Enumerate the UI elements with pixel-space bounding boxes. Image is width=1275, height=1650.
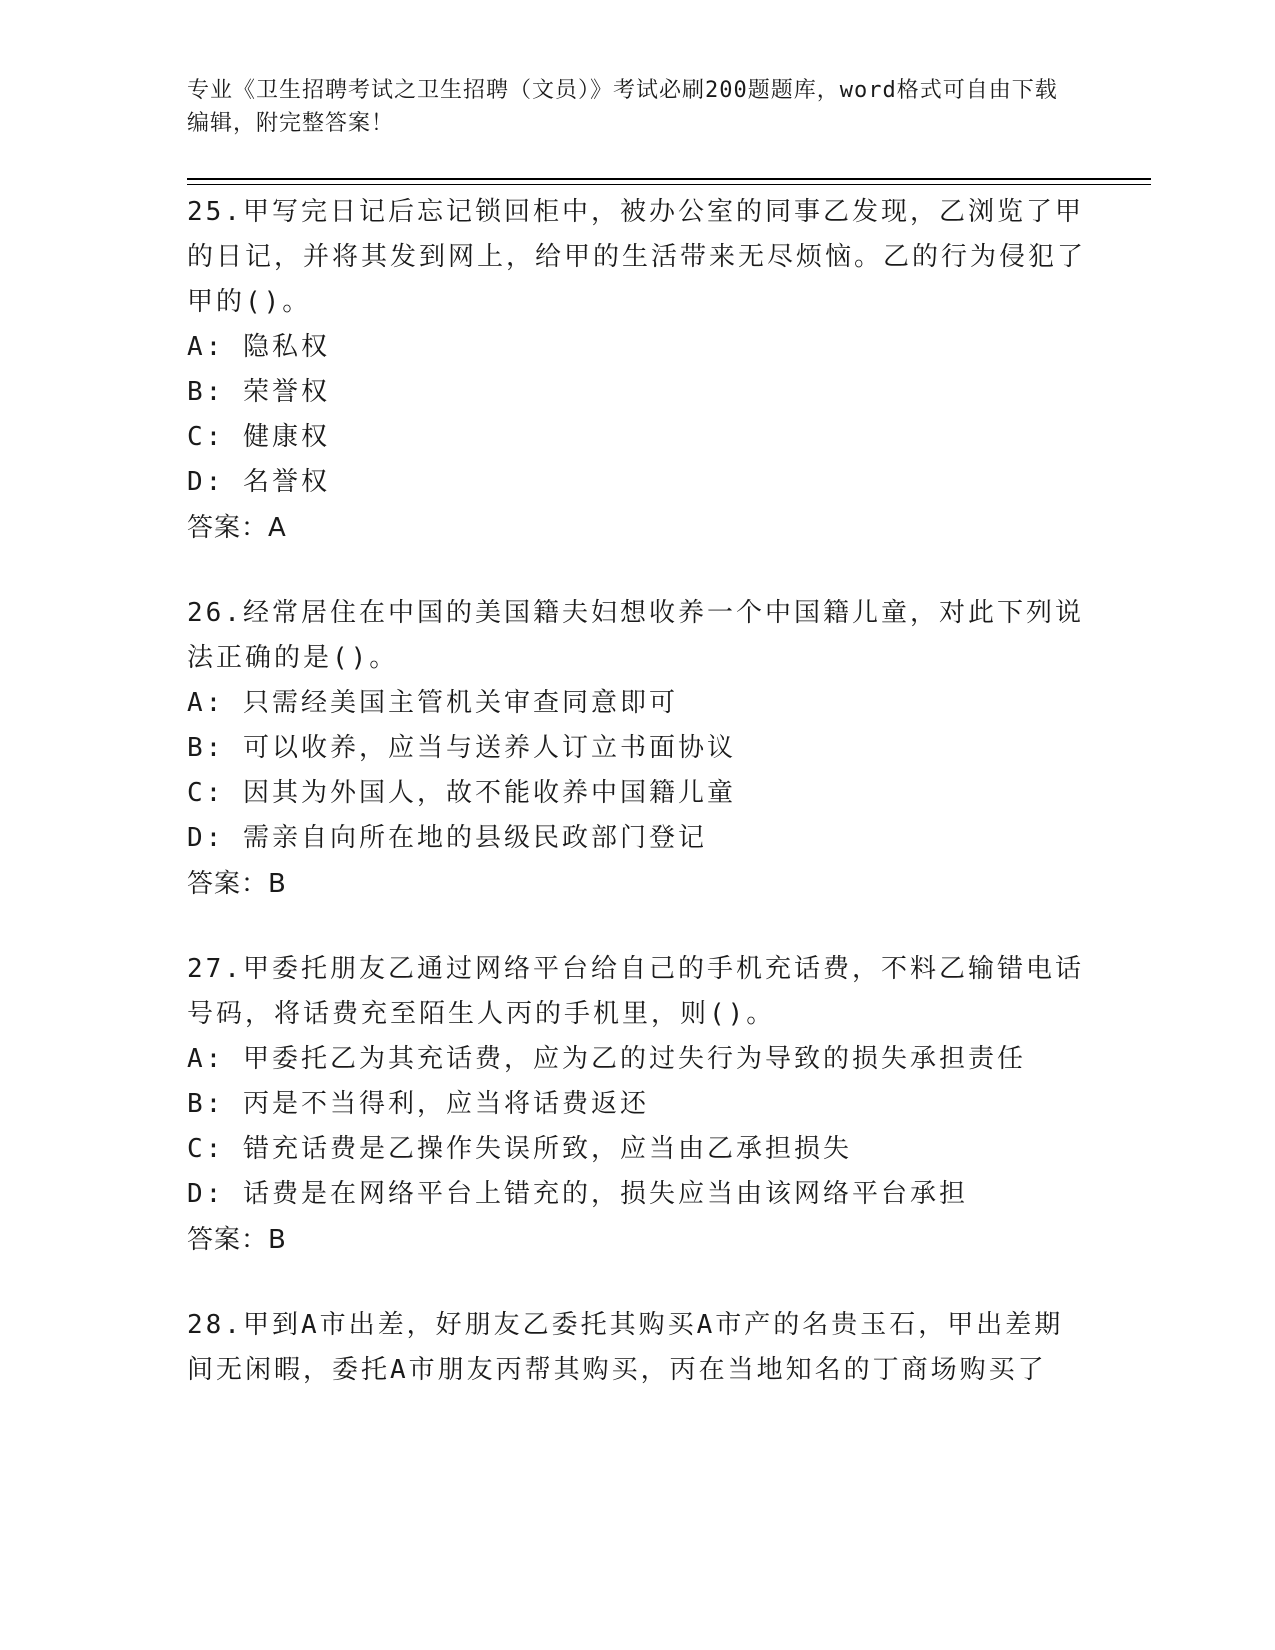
question-stem: 28.甲到A市出差，好朋友乙委托其购买A市产的名贵玉石，甲出差期间无闲暇，委托A市朋友丙帮其购买，丙在当地知名的丁商场购买了 (187, 1310, 1064, 1385)
question-26 (187, 591, 1087, 907)
option-d: D: 需亲自向所在地的县级民政部门登记 (187, 823, 707, 853)
option-d: D: 话费是在网络平台上错充的，损失应当由该网络平台承担 (187, 1179, 968, 1209)
document-header: 专业《卫生招聘考试之卫生招聘（文员）》考试必刷200题题库，word格式可自由下载编辑，附完整答案！ (187, 78, 1058, 136)
question-28 (187, 1303, 1087, 1393)
answer-line: 答案：B (187, 869, 287, 899)
option-b: B: 荣誉权 (187, 377, 330, 407)
question-stem: 25.甲写完日记后忘记锁回柜中，被办公室的同事乙发现，乙浏览了甲的日记，并将其发到网上，给甲的生活带来无尽烦恼。乙的行为侵犯了甲的()。 (187, 197, 1087, 317)
question-stem: 26.经常居住在中国的美国籍夫妇想收养一个中国籍儿童，对此下列说法正确的是()。 (187, 598, 1084, 673)
header-rule-thin (187, 184, 1151, 185)
option-b: B: 丙是不当得利，应当将话费返还 (187, 1089, 649, 1119)
option-a: A: 甲委托乙为其充话费，应为乙的过失行为导致的损失承担责任 (187, 1044, 1026, 1074)
question-27 (187, 947, 1087, 1263)
option-d: D: 名誉权 (187, 467, 330, 497)
option-a: A: 隐私权 (187, 332, 330, 362)
answer-line: 答案：B (187, 1225, 287, 1255)
option-a: A: 只需经美国主管机关审查同意即可 (187, 688, 678, 718)
option-c: C: 健康权 (187, 422, 330, 452)
question-list (187, 190, 1087, 1433)
question-stem: 27.甲委托朋友乙通过网络平台给自己的手机充话费，不料乙输错电话号码，将话费充至陌生人丙的手机里，则()。 (187, 954, 1084, 1029)
answer-line: 答案：A (187, 513, 287, 543)
option-c: C: 错充话费是乙操作失误所致，应当由乙承担损失 (187, 1134, 852, 1164)
question-25 (187, 190, 1087, 551)
option-b: B: 可以收养，应当与送养人订立书面协议 (187, 733, 736, 763)
header-rule-thick (187, 178, 1151, 180)
option-c: C: 因其为外国人，故不能收养中国籍儿童 (187, 778, 736, 808)
